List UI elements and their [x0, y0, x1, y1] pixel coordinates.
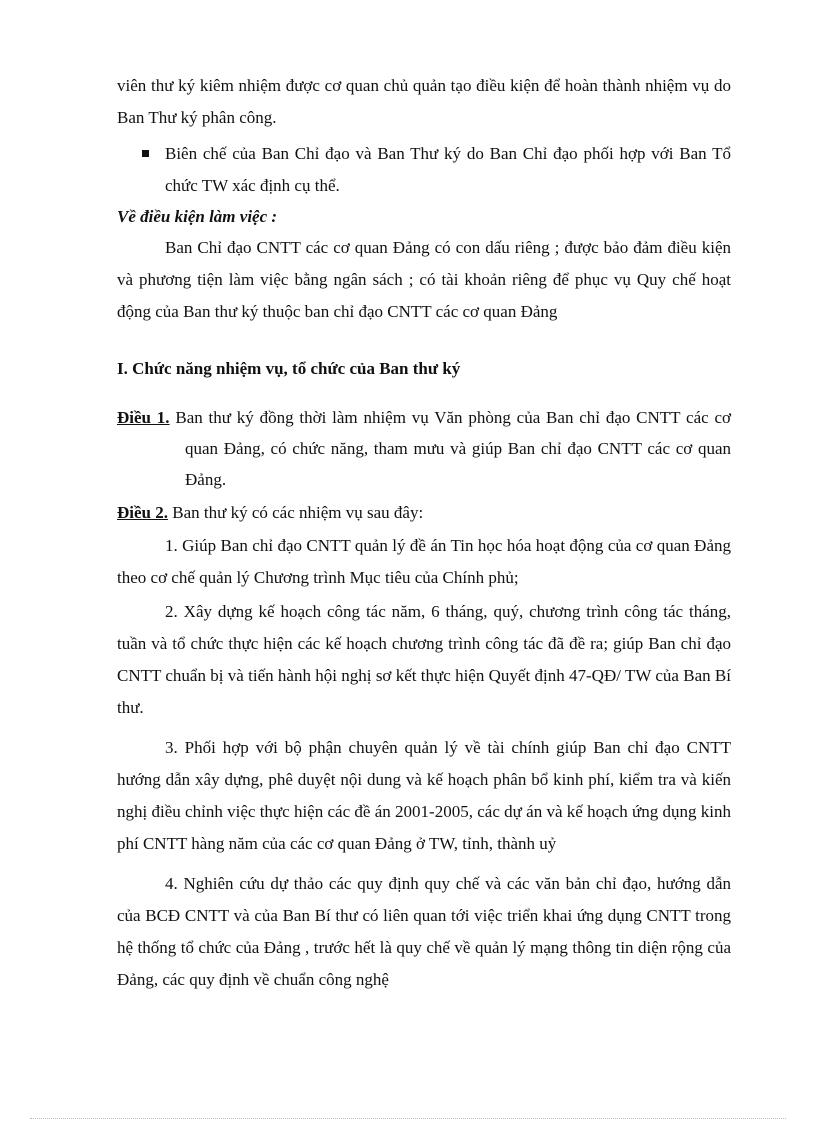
- article-1-text: Ban thư ký đồng thời làm nhiệm vụ Văn phòng của Ban chỉ đạo CNTT các cơ quan Đảng, có chức năng, tham mưu và giúp Ban chỉ đạo CNTT các cơ quan Đảng.: [175, 408, 732, 489]
- paragraph-continuation: viên thư ký kiêm nhiệm được cơ quan chủ quản tạo điều kiện để hoàn thành nhiệm vụ do Ban Thư ký phân công.: [117, 76, 731, 127]
- bullet-text: Biên chế của Ban Chỉ đạo và Ban Thư ký do Ban Chỉ đạo phối hợp với Ban Tổ chức TW xác định cụ thể.: [165, 144, 731, 195]
- document-page: [117, 70, 731, 996]
- list-item: 1. Giúp Ban chỉ đạo CNTT quản lý đề án Tin học hóa hoạt động của cơ quan Đảng theo cơ chế quản lý Chương trình Mục tiêu của Chính phủ;: [117, 536, 731, 587]
- square-bullet-icon: [142, 150, 149, 157]
- list-item: 4. Nghiên cứu dự thảo các quy định quy chế và các văn bản chỉ đạo, hướng dẫn của BCĐ CNTT và của Ban Bí thư có liên quan tới việc triển khai ứng dụng CNTT trong hệ thống tổ chức của Đảng , trước hết là quy chế về quản lý mạng thông tin diện rộng của Đảng, các quy định về chuẩn công nghệ: [117, 874, 731, 989]
- article-1-label: Điều 1.: [117, 408, 170, 427]
- paragraph-working-conditions: Ban Chỉ đạo CNTT các cơ quan Đảng có con dấu riêng ; được bảo đảm điều kiện và phương tiện làm việc bằng ngân sách ; có tài khoản riêng để phục vụ Quy chế hoạt động của Ban thư ký thuộc ban chỉ đạo CNTT các cơ quan Đảng: [117, 238, 731, 321]
- section-heading: I. Chức năng nhiệm vụ, tổ chức của Ban thư ký: [117, 359, 461, 378]
- article-2-label: Điều 2.: [117, 503, 168, 522]
- article-2: [117, 497, 731, 528]
- list-item: 2. Xây dựng kế hoạch công tác năm, 6 tháng, quý, chương trình công tác tháng, tuần và tổ chức thực hiện các kế hoạch chương trình công tác đã đề ra; giúp Ban chỉ đạo CNTT chuẩn bị và tiến hành hội nghị sơ kết thực hiện Quyết định 47-QĐ/ TW của Ban Bí thư.: [117, 602, 731, 717]
- article-2-text: Ban thư ký có các nhiệm vụ sau đây:: [172, 503, 424, 522]
- list-item: 3. Phối hợp với bộ phận chuyên quản lý về tài chính giúp Ban chỉ đạo CNTT hướng dẫn xây dựng, phê duyệt nội dung và kế hoạch phân bổ kinh phí, kiểm tra và kiến nghị điều chỉnh việc thực hiện các đề án 2001-2005, các dự án và kế hoạch ứng dụng kinh phí CNTT hàng năm của các cơ quan Đảng ở TW, tỉnh, thành uỷ: [117, 738, 731, 853]
- article-1: [117, 402, 731, 495]
- subheading-working-conditions: Về điều kiện làm việc :: [117, 207, 278, 226]
- bullet-list-item: [117, 138, 731, 202]
- page-bottom-divider: [30, 1118, 786, 1119]
